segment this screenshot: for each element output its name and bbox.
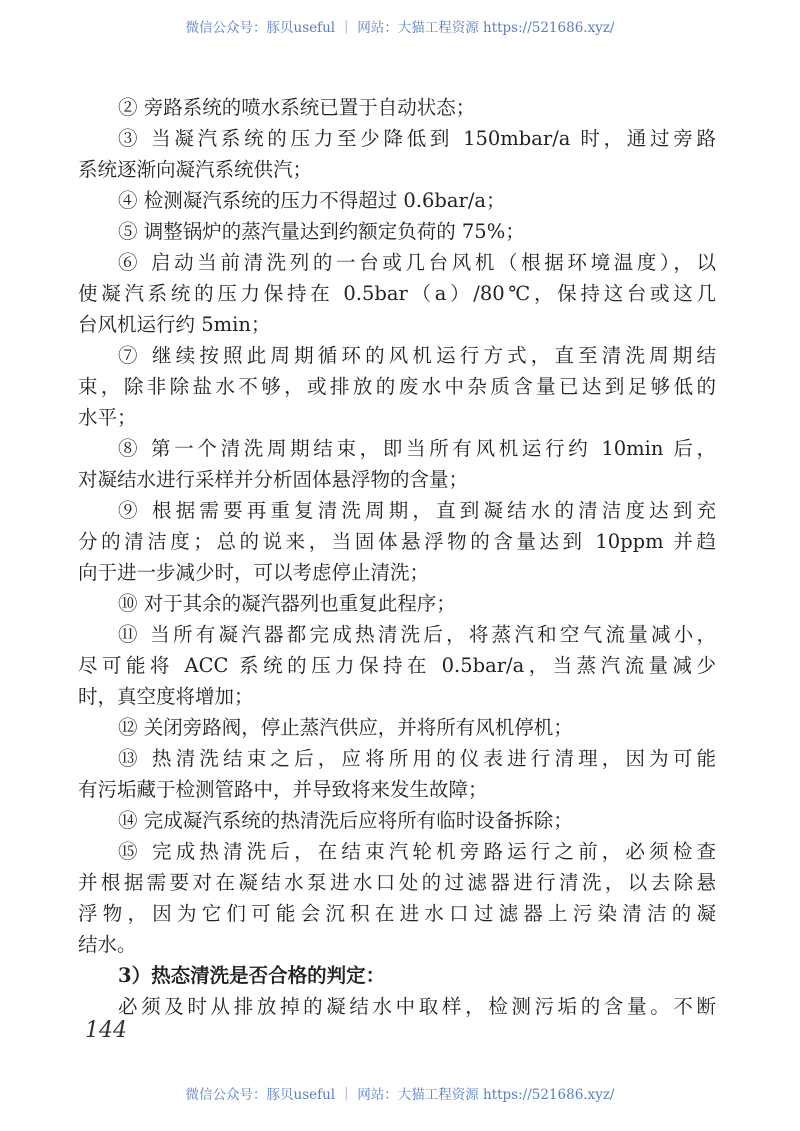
text-line: 尽可能将 ACC 系统的压力保持在 0.5bar/a，当蒸汽流量减少 [78, 654, 716, 677]
document-body [78, 92, 716, 1022]
text-line: 分的清洁度；总的说来，当固体悬浮物的含量达到 10ppm 并趋 [78, 530, 716, 553]
text-line: ⑨ 根据需要再重复清洗周期，直到凝结水的清洁度达到充 [118, 499, 716, 522]
text-line: ⑮ 完成热清洗后，在结束汽轮机旁路运行之前，必须检查 [118, 840, 716, 863]
text-line: 必须及时从排放掉的凝结水中取样，检测污垢的含量。不断 [118, 995, 716, 1018]
text-line: ⑦ 继续按照此周期循环的风机运行方式，直至清洗周期结 [118, 344, 716, 367]
text-line: 台风机运行约 5min； [78, 313, 271, 336]
watermark-footer: 微信公众号：豚贝useful ｜ 网站：大猫工程资源 https://521686.xyz/ [185, 1087, 615, 1103]
text-line: ⑪ 当所有凝汽器都完成热清洗后，将蒸汽和空气流量减小， [118, 623, 716, 646]
text-line: 时，真空度将增加； [78, 685, 254, 708]
text-line: 使凝汽系统的压力保持在 0.5bar（a）/80℃，保持这台或这几 [78, 282, 716, 305]
watermark-header: 微信公众号：豚贝useful ｜ 网站：大猫工程资源 https://521686.xyz/ [185, 20, 615, 36]
text-line: ④ 检测凝汽系统的压力不得超过 0.6bar/a； [118, 189, 506, 212]
text-line: ⑭ 完成凝汽系统的热清洗后应将所有临时设备拆除； [118, 809, 573, 832]
text-line: 系统逐渐向凝汽系统供汽； [78, 158, 313, 181]
text-line: ⑥ 启动当前清洗列的一台或几台风机（根据环境温度），以 [118, 251, 716, 274]
text-line: ⑬ 热清洗结束之后，应将所用的仪表进行清理，因为可能 [118, 747, 716, 770]
text-line: ⑩ 对于其余的凝汽器列也重复此程序； [118, 592, 456, 615]
text-line: ⑤ 调整锅炉的蒸汽量达到约额定负荷的 75%； [118, 220, 525, 243]
text-line: 浮物，因为它们可能会沉积在进水口过滤器上污染清洁的凝 [78, 902, 716, 925]
text-line: ⑫ 关闭旁路阀，停止蒸汽供应，并将所有风机停机； [118, 716, 573, 739]
text-line: 水平； [78, 406, 137, 429]
page-number: 144 [85, 1018, 127, 1043]
text-line: 对凝结水进行采样并分析固体悬浮物的含量； [78, 468, 469, 491]
text-line: ⑧ 第一个清洗周期结束，即当所有风机运行约 10min 后， [118, 437, 716, 460]
text-line: 结水。 [78, 933, 137, 956]
text-line: 束，除非除盐水不够，或排放的废水中杂质含量已达到足够低的 [78, 375, 716, 398]
section-heading: 3）热态清洗是否合格的判定： [118, 964, 386, 987]
text-line: 向于进一步减少时，可以考虑停止清洗； [78, 561, 430, 584]
text-line: ③ 当凝汽系统的压力至少降低到 150mbar/a 时，通过旁路 [118, 127, 716, 150]
text-line: 并根据需要对在凝结水泵进水口处的过滤器进行清洗，以去除悬 [78, 871, 716, 894]
text-line: 有污垢藏于检测管路中，并导致将来发生故障； [78, 778, 488, 801]
text-line: ② 旁路系统的喷水系统已置于自动状态； [118, 96, 476, 119]
